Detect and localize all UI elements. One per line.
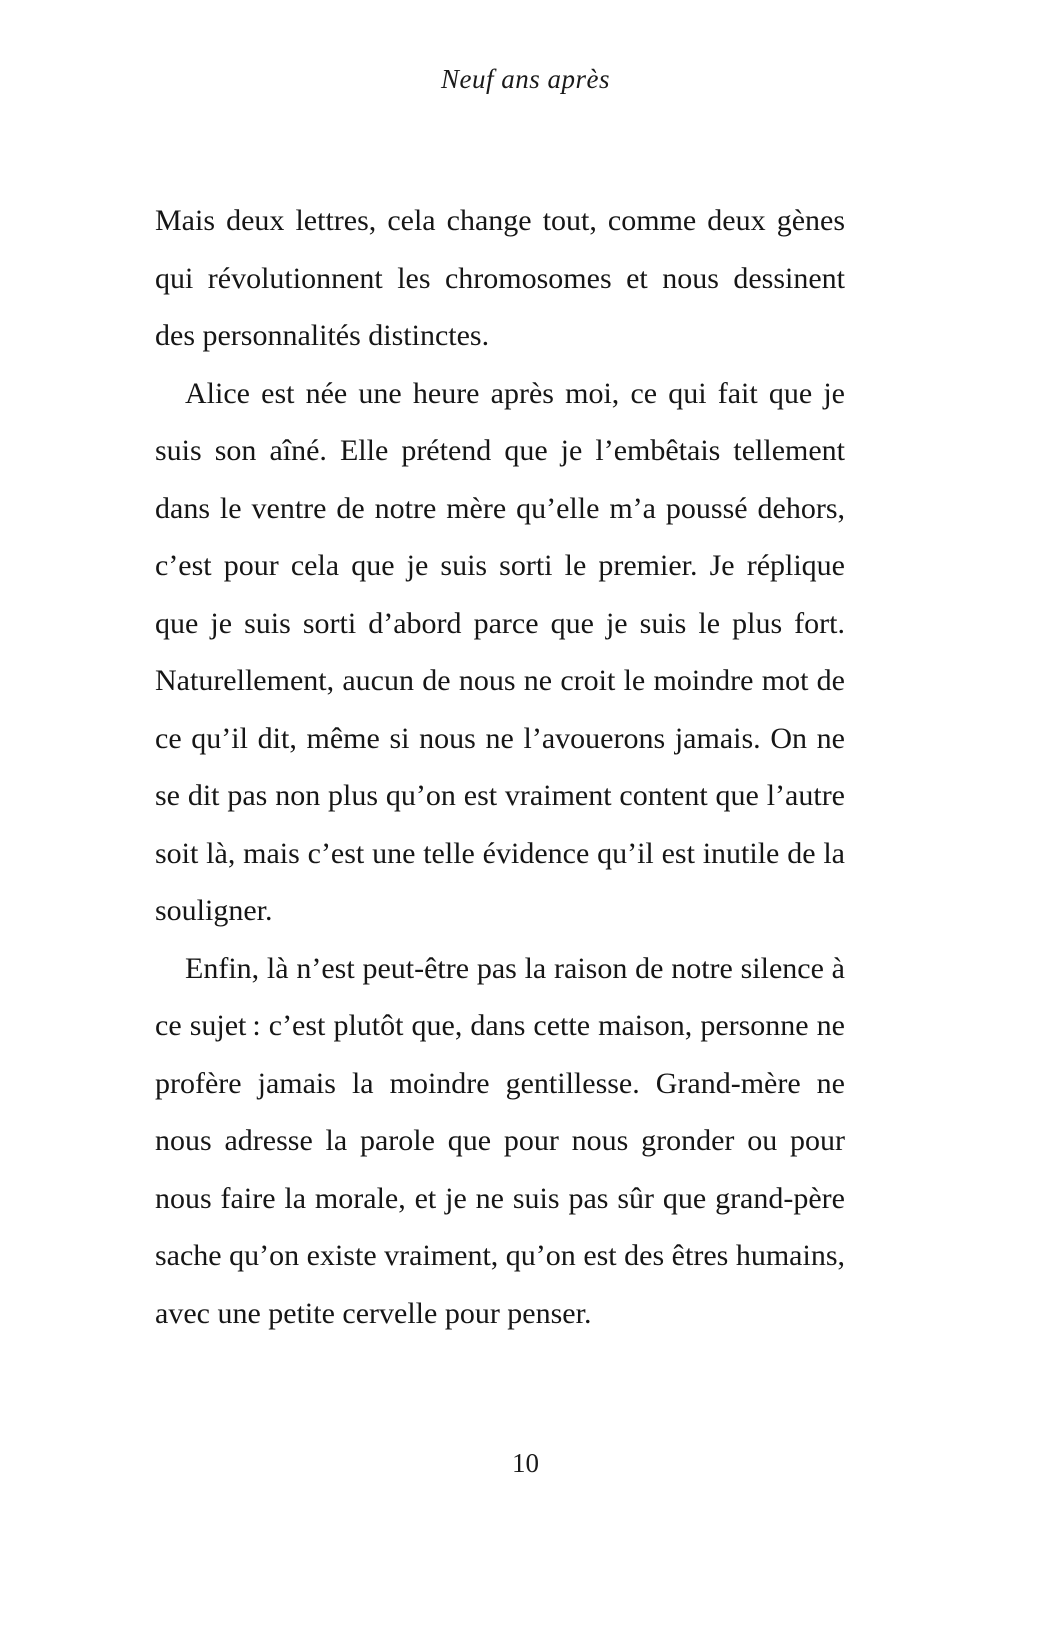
- paragraph: Mais deux lettres, cela change tout, comme deux gènes qui révolutionnent les chromosomes et nous dessinent des personnalités distinctes.: [155, 204, 845, 352]
- paragraph: Enfin, là n’est peut-être pas la raison de notre silence à ce sujet : c’est plutôt que, dans cette maison, personne ne profère jamais la moindre gentillesse. Grand-mère ne nous adresse la parole que pour nous gronder ou pour nous faire la morale, et je ne suis pas sûr que grand-père sache qu’on existe vraiment, qu’on est des êtres humains, avec une petite cervelle pour penser.: [155, 951, 845, 1330]
- paragraph: Alice est née une heure après moi, ce qui fait que je suis son aîné. Elle prétend que je l’embêtais tellement dans le ventre de notre mère qu’elle m’a poussé dehors, c’est pour cela que je suis sorti le premier. Je réplique que je suis sorti d’abord parce que je suis le plus fort. Naturellement, aucun de nous ne croit le moindre mot de ce qu’il dit, même si nous ne l’avouerons jamais. On ne se dit pas non plus qu’on est vraiment content que l’autre soit là, mais c’est une telle évidence qu’il est inutile de la souligner.: [155, 376, 845, 927]
- running-header: Neuf ans après: [441, 64, 610, 94]
- body-text: [155, 192, 845, 1342]
- page-number: 10: [512, 1448, 539, 1478]
